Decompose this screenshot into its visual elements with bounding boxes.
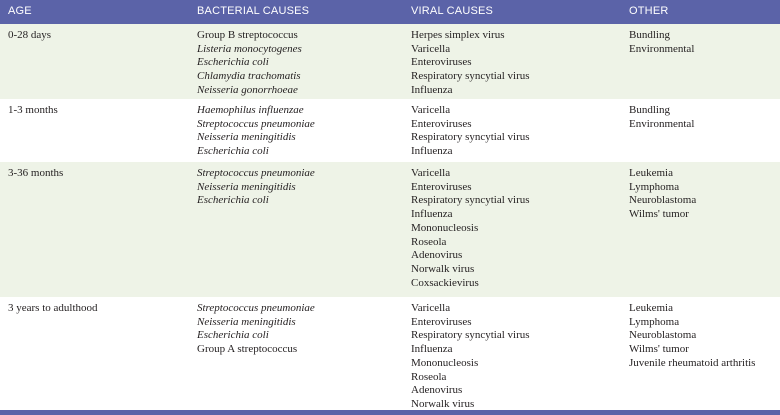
bacterial-item: Haemophilus influenzae (197, 104, 304, 116)
age-cell (8, 167, 63, 181)
viral-item: Mononucleosis (411, 221, 479, 234)
age-label: 0-28 days (8, 29, 52, 41)
other-item: Leukemia (629, 167, 673, 179)
bacterial-item: Group B streptococcus (197, 29, 298, 41)
viral-item: Influenza (411, 145, 453, 158)
viral-item: Varicella (411, 42, 451, 55)
bacterial-cell (197, 167, 315, 208)
viral-item: Respiratory syncytial virus (411, 329, 530, 342)
viral-item: Influenza (411, 343, 453, 356)
other-item: Environmental (629, 42, 695, 55)
bacterial-item: Chlamydia trachomatis (197, 70, 301, 83)
other-cell (629, 29, 694, 56)
header-age: AGE (8, 5, 32, 17)
other-item: Bundling (629, 29, 670, 41)
header-bacterial-causes: BACTERIAL CAUSES (197, 5, 310, 17)
bacterial-item: Escherichia coli (197, 329, 269, 342)
bacterial-item: Escherichia coli (197, 56, 269, 69)
bacterial-item: Escherichia coli (197, 145, 269, 158)
viral-item: Respiratory syncytial virus (411, 70, 530, 83)
viral-cell (411, 104, 530, 159)
viral-item: Enteroviruses (411, 180, 472, 193)
viral-item: Mononucleosis (411, 356, 479, 369)
table-row (0, 297, 780, 410)
bacterial-cell (197, 29, 302, 98)
age-cell (8, 302, 98, 316)
table-row (0, 24, 780, 99)
bacterial-item: Escherichia coli (197, 194, 269, 207)
other-item: Wilms' tumor (629, 208, 689, 221)
age-label: 3-36 months (8, 167, 64, 179)
other-cell (629, 167, 696, 222)
viral-item: Enteroviruses (411, 56, 472, 69)
other-cell (629, 104, 694, 131)
bacterial-item: Streptococcus pneumoniae (197, 117, 315, 130)
header-viral-causes: VIRAL CAUSES (411, 5, 494, 17)
viral-item: Adenovirus (411, 384, 463, 397)
other-item: Leukemia (629, 302, 673, 314)
viral-item: Varicella (411, 302, 451, 314)
viral-item: Herpes simplex virus (411, 29, 505, 41)
age-label: 1-3 months (8, 104, 58, 116)
viral-item: Varicella (411, 167, 451, 179)
viral-item: Adenovirus (411, 249, 463, 262)
bacterial-item: Listeria monocytogenes (197, 42, 302, 55)
viral-item: Enteroviruses (411, 117, 472, 130)
bacterial-item: Neisseria gonorrhoeae (197, 83, 298, 96)
bacterial-item: Neisseria meningitidis (197, 315, 296, 328)
viral-item: Influenza (411, 208, 453, 221)
viral-item: Norwalk virus (411, 262, 475, 275)
bacterial-item: Streptococcus pneumoniae (197, 302, 315, 314)
bacterial-item: Streptococcus pneumoniae (197, 167, 315, 179)
viral-cell (411, 302, 530, 412)
other-item: Neuroblastoma (629, 329, 697, 342)
viral-item: Enteroviruses (411, 315, 472, 328)
viral-item: Varicella (411, 104, 451, 116)
bacterial-cell (197, 302, 315, 357)
age-cell (8, 104, 58, 118)
bacterial-cell (197, 104, 315, 159)
viral-cell (411, 29, 530, 98)
other-item: Environmental (629, 117, 695, 130)
other-item: Neuroblastoma (629, 194, 697, 207)
age-label: 3 years to adulthood (8, 302, 98, 314)
viral-item: Respiratory syncytial virus (411, 194, 530, 207)
viral-item: Roseola (411, 235, 447, 248)
other-item: Lymphoma (629, 315, 680, 328)
table-header (0, 0, 780, 24)
other-item: Juvenile rheumatoid arthritis (629, 356, 756, 369)
other-cell (629, 302, 755, 371)
age-cell (8, 29, 51, 43)
viral-item: Norwalk virus (411, 397, 475, 410)
table-row (0, 162, 780, 297)
bacterial-item: Neisseria meningitidis (197, 131, 296, 144)
viral-cell (411, 167, 530, 290)
bottom-rule (0, 410, 780, 415)
bacterial-item: Group A streptococcus (197, 343, 298, 356)
viral-item: Roseola (411, 370, 447, 383)
bacterial-item: Neisseria meningitidis (197, 180, 296, 193)
viral-item: Influenza (411, 83, 453, 96)
table-row (0, 99, 780, 162)
other-item: Bundling (629, 104, 670, 116)
viral-item: Coxsackievirus (411, 276, 479, 289)
header-other: OTHER (629, 5, 669, 17)
viral-item: Respiratory syncytial virus (411, 131, 530, 144)
other-item: Wilms' tumor (629, 343, 689, 356)
other-item: Lymphoma (629, 180, 680, 193)
